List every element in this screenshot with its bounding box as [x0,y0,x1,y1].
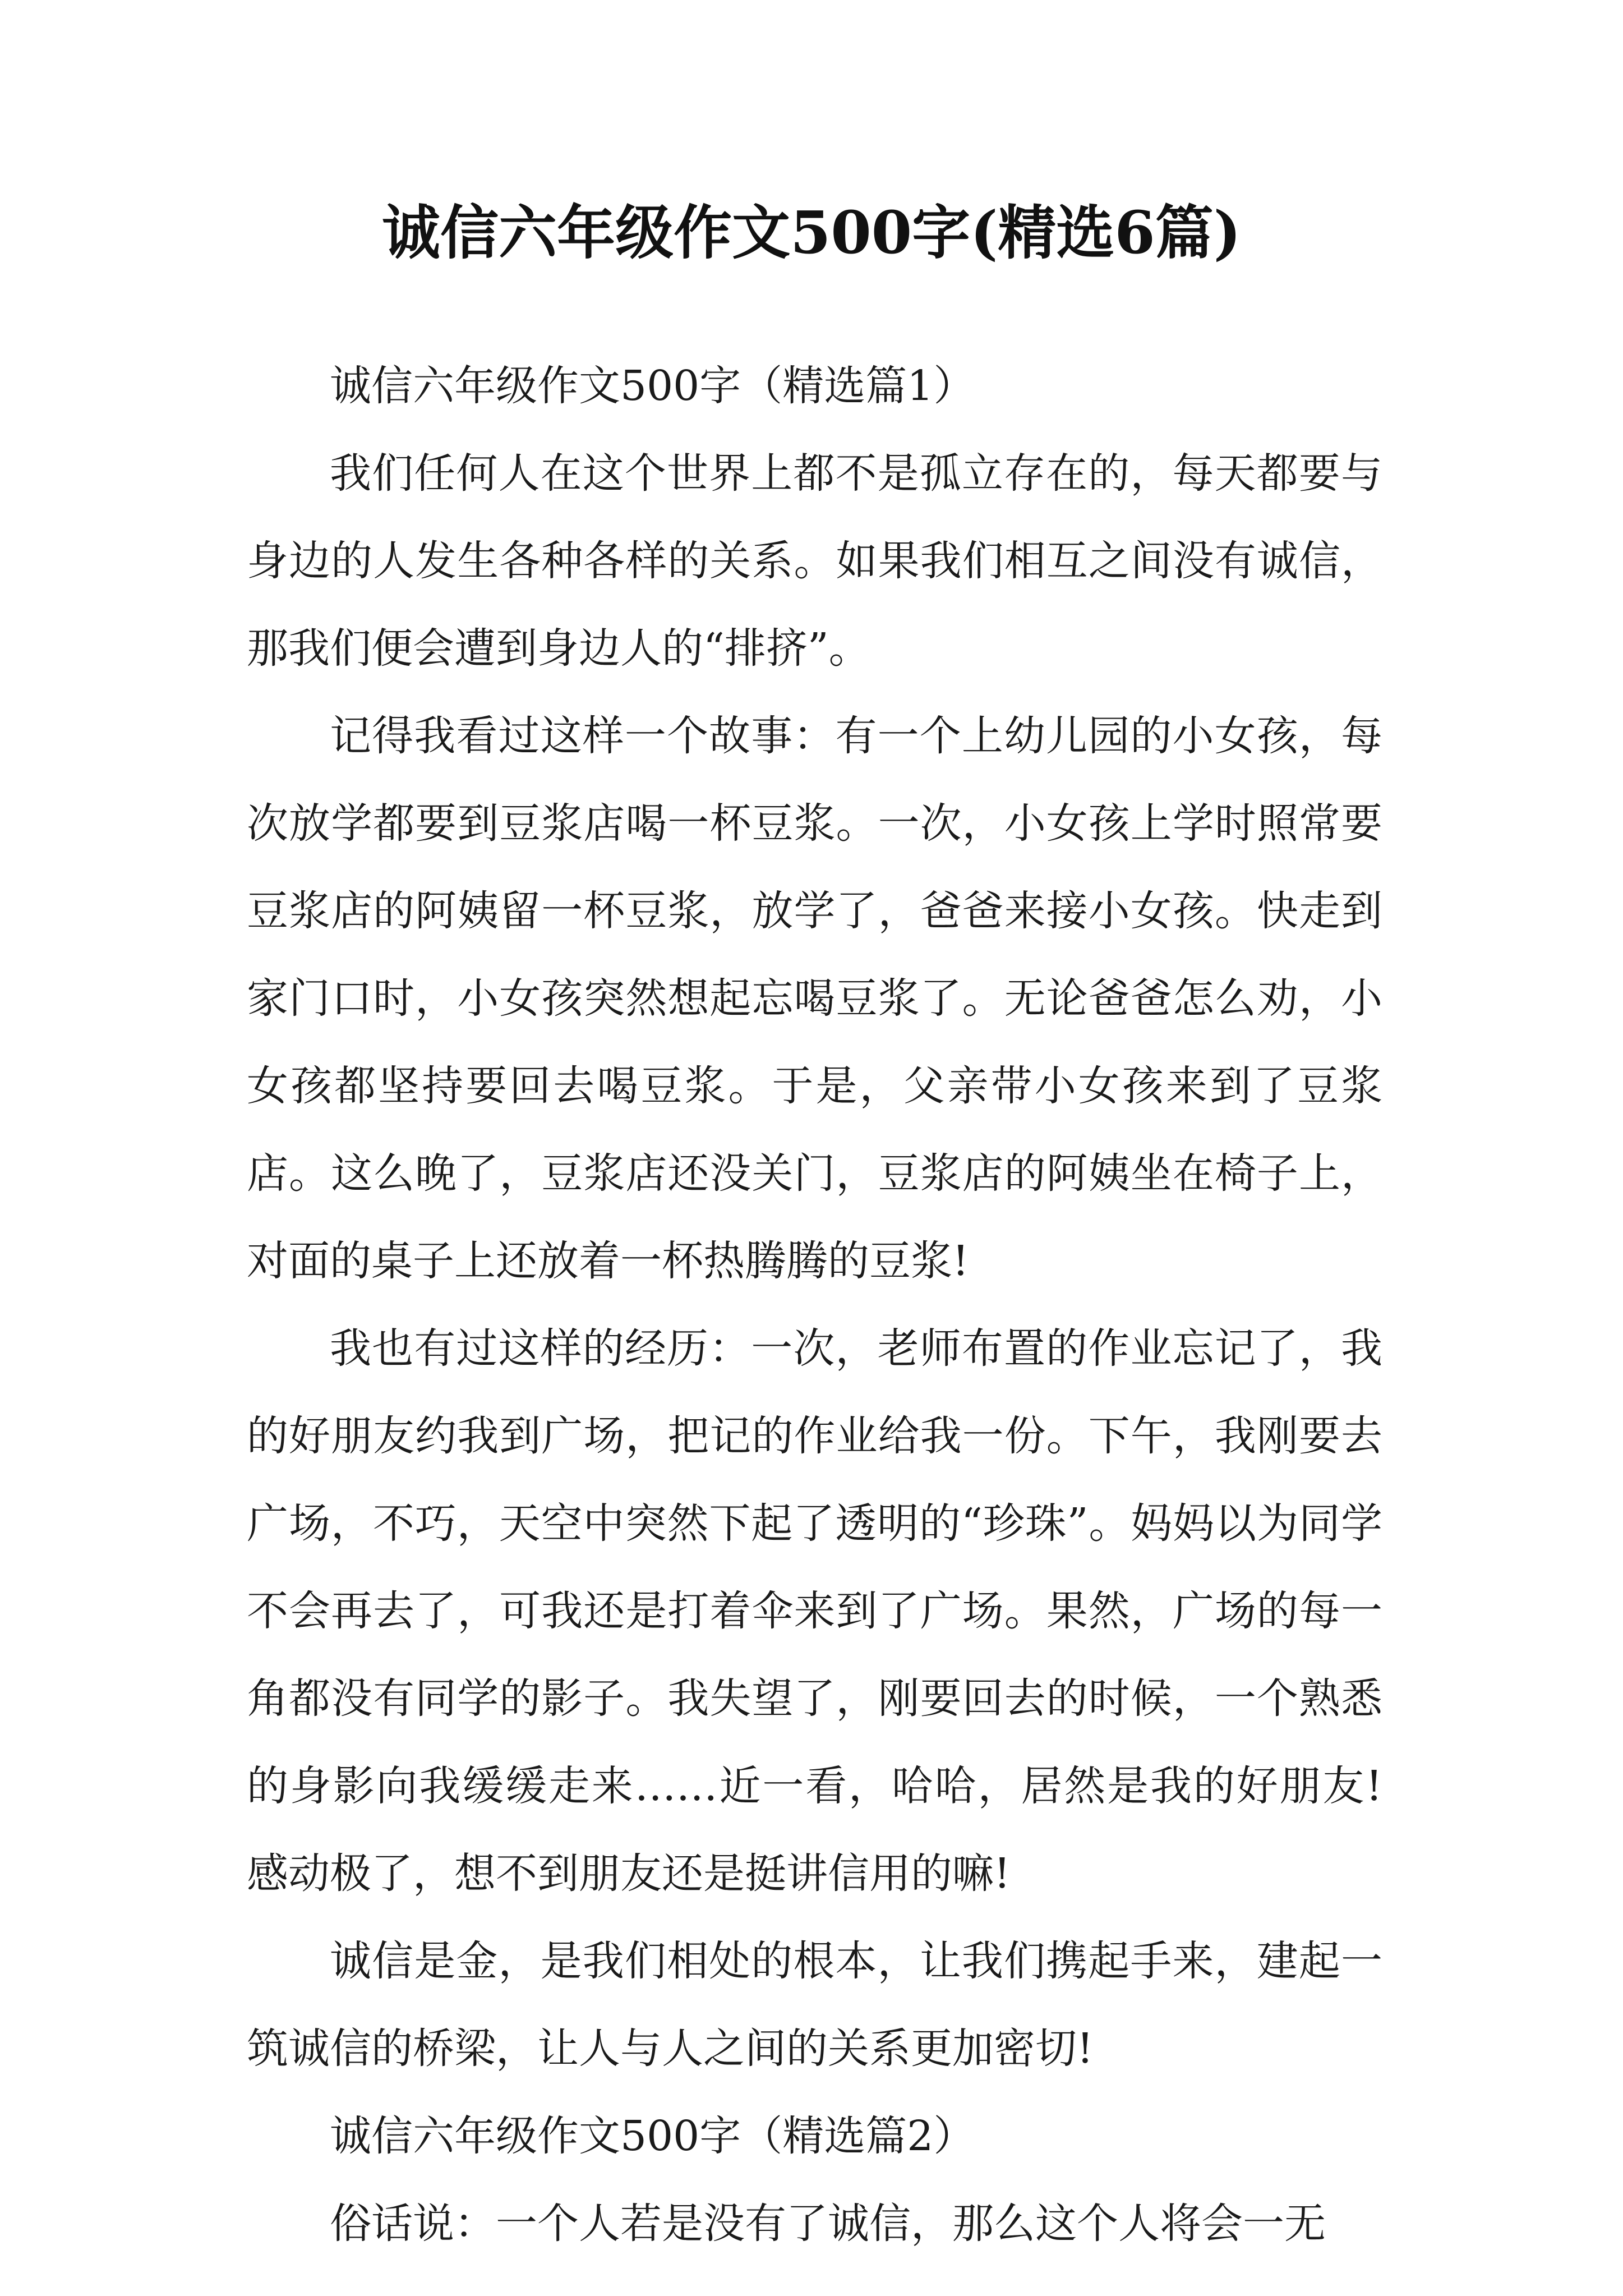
paragraph: 俗话说：一个人若是没有了诚信，那么这个人将会一无 [330,2200,1326,2248]
document-title: 诚信六年级作文500字(精选6篇) [382,198,1241,267]
paragraph: 记得我看过这样一个故事：有一个上幼儿园的小女孩，每次放学都要到豆浆店喝一杯豆浆。一次，小女孩上学时照常要豆浆店的阿姨留一杯豆浆，放学了，爸爸来接小女孩。快走到家门口时，小女孩突然想起忘喝豆浆了。无论爸爸怎么劝，小女孩都坚持要回去喝豆浆。于是，父亲带小女孩来到了豆浆店。这么晚了，豆浆店还没关门，豆浆店的阿姨坐在椅子上，对面的桌子上还放着一杯热腾腾的豆浆! [247,712,1382,1285]
document-body [247,342,1382,2267]
paragraph: 我也有过这样的经历：一次，老师布置的作业忘记了，我的好朋友约我到广场，把记的作业给我一份。下午，我刚要去广场，不巧，天空中突然下起了透明的“珍珠”。妈妈以为同学不会再去了，可我还是打着伞来到了广场。果然，广场的每一角都没有同学的影子。我失望了，刚要回去的时候，一个熟悉的身影向我缓缓走来……近一看，哈哈，居然是我的好朋友!感动极了，想不到朋友还是挺讲信用的嘛! [247,1324,1382,1898]
section-heading: 诚信六年级作文500字（精选篇1） [330,362,975,410]
paragraph: 诚信是金，是我们相处的根本，让我们携起手来，建起一筑诚信的桥梁，让人与人之间的关系更加密切! [247,1937,1382,2073]
section-heading: 诚信六年级作文500字（精选篇2） [330,2112,975,2160]
paragraph: 我们任何人在这个世界上都不是孤立存在的，每天都要与身边的人发生各种各样的关系。如果我们相互之间没有诚信，那我们便会遭到身边人的“排挤”。 [247,449,1382,673]
